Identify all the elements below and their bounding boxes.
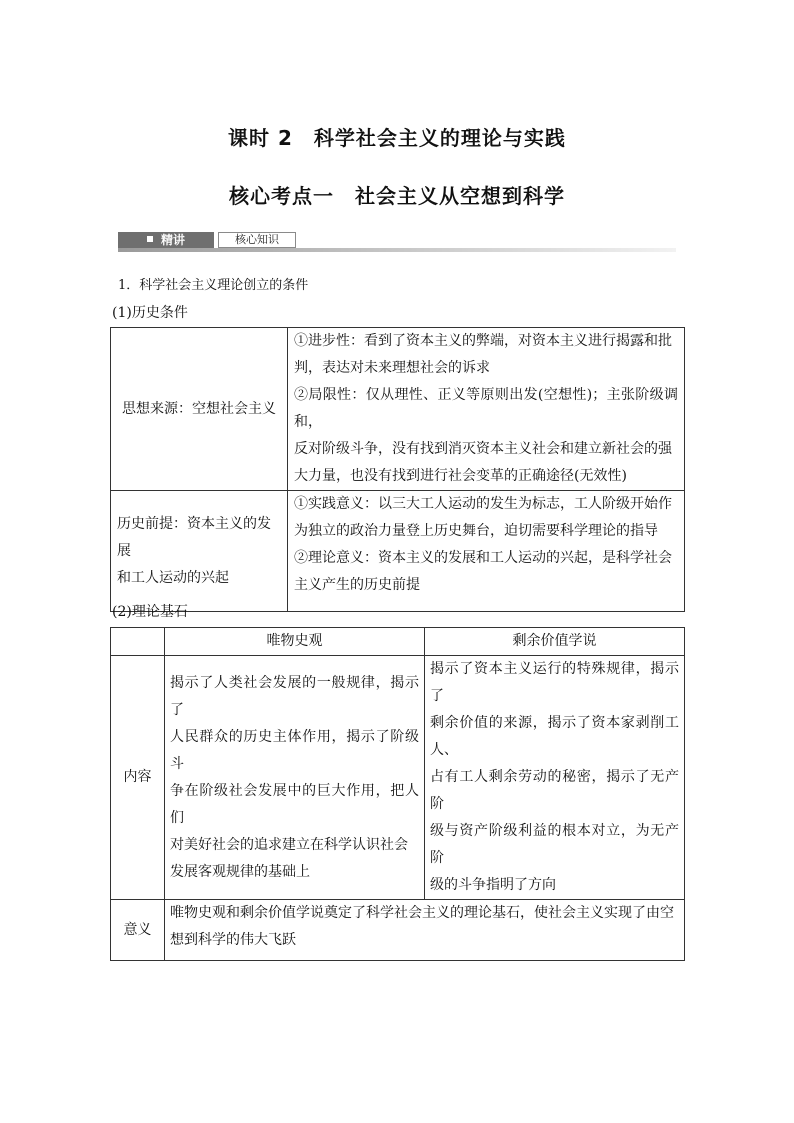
table-row bbox=[111, 656, 685, 900]
history-conditions-table bbox=[110, 327, 685, 612]
table-row bbox=[111, 900, 685, 961]
content-historical-materialism bbox=[165, 656, 425, 900]
row-content-premise bbox=[288, 491, 685, 612]
text-line: ①实践意义：以三大工人运动的发生为标志，工人阶级开始作 bbox=[294, 496, 672, 512]
header-surplus-value: 剩余价值学说 bbox=[425, 628, 685, 656]
text-line: 人民群众的历史主体作用，揭示了阶级斗 bbox=[170, 728, 419, 772]
lesson-title: 课时 2 科学社会主义的理论与实践 bbox=[228, 126, 566, 150]
text-line: 占有工人剩余劳动的秘密，揭示了无产阶 bbox=[430, 769, 679, 812]
row-content-utopian bbox=[288, 328, 685, 491]
text-line: 级的斗争指明了方向 bbox=[430, 877, 556, 893]
text-line: 争在阶级社会发展中的巨大作用，把人们 bbox=[170, 782, 419, 826]
text-line: 和工人运动的兴起 bbox=[117, 569, 229, 586]
theory-foundation-heading: (2)理论基石 bbox=[112, 604, 188, 620]
text-line: ②理论意义：资本主义的发展和工人运动的兴起，是科学社会 bbox=[294, 550, 672, 566]
text-line: 发展客观规律的基础上 bbox=[170, 863, 310, 880]
text-line: 唯物史观和剩余价值学说奠定了科学社会主义的理论基石，使社会主义实现了由空 bbox=[170, 905, 674, 921]
banner-tag-lecture-label: 精讲 bbox=[160, 233, 185, 247]
text-line: 历史前提：资本主义的发展 bbox=[117, 515, 271, 559]
text-line: 为独立的政治力量登上历史舞台，迫切需要科学理论的指导 bbox=[294, 523, 658, 539]
banner-divider bbox=[118, 248, 676, 252]
text-line: 剩余价值的来源，揭示了资本家剥削工人、 bbox=[430, 715, 679, 758]
banner-tag-core-knowledge: 核心知识 bbox=[218, 232, 296, 248]
text-line: 对美好社会的追求建立在科学认识社会 bbox=[170, 836, 408, 853]
text-line: 揭示了资本主义运行的特殊规律，揭示了 bbox=[430, 661, 679, 704]
text-line: ②局限性：仅从理性、正义等原则出发(空想性)；主张阶级调和， bbox=[294, 387, 678, 430]
table-row bbox=[111, 328, 685, 491]
text-line: 反对阶级斗争，没有找到消灭资本主义社会和建立新社会的强 bbox=[294, 441, 672, 457]
table-header-row bbox=[111, 628, 685, 656]
text-line: 级与资产阶级利益的根本对立，为无产阶 bbox=[430, 823, 679, 866]
history-conditions-heading: (1)历史条件 bbox=[112, 305, 188, 321]
text-line: 大力量，也没有找到进行社会变革的正确途径(无效性) bbox=[294, 468, 627, 484]
text-line: 判，表达对未来理想社会的诉求 bbox=[294, 360, 490, 376]
theory-foundation-table bbox=[110, 627, 685, 961]
row-label-content: 内容 bbox=[111, 656, 165, 900]
text-line: 主义产生的历史前提 bbox=[294, 577, 420, 593]
row-label-significance: 意义 bbox=[111, 900, 165, 961]
row-label-premise bbox=[111, 491, 288, 612]
text-line: 揭示了人类社会发展的一般规律，揭示了 bbox=[170, 674, 419, 718]
significance-content bbox=[165, 900, 685, 961]
text-line: 想到科学的伟大飞跃 bbox=[170, 932, 296, 948]
banner-tag-lecture bbox=[118, 232, 214, 248]
square-bullet-icon bbox=[147, 236, 153, 242]
header-historical-materialism: 唯物史观 bbox=[165, 628, 425, 656]
table-row bbox=[111, 491, 685, 612]
section-heading: 1．科学社会主义理论创立的条件 bbox=[118, 278, 309, 293]
text-line: ①进步性：看到了资本主义的弊端，对资本主义进行揭露和批 bbox=[294, 333, 672, 349]
topic-title: 核心考点一 社会主义从空想到科学 bbox=[229, 184, 565, 208]
row-label-utopian: 思想来源：空想社会主义 bbox=[111, 328, 288, 491]
content-surplus-value bbox=[425, 656, 685, 900]
header-empty-cell bbox=[111, 628, 165, 656]
section-banner bbox=[118, 232, 676, 252]
